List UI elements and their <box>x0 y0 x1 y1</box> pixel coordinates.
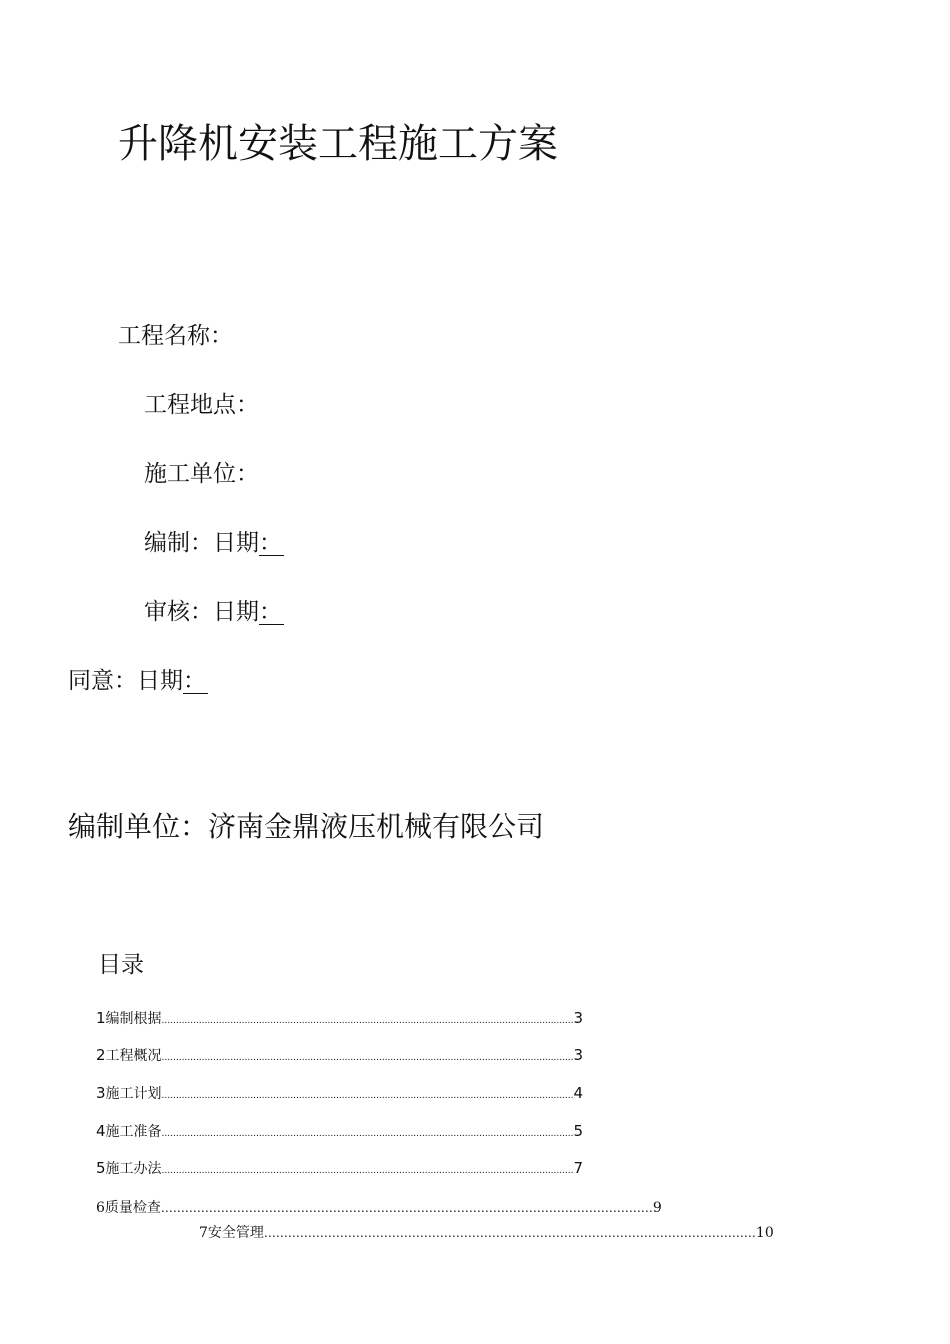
toc-item-page: 9 <box>652 1200 662 1216</box>
toc-item-number: 3 <box>96 1084 106 1102</box>
toc-item-number: 1 <box>96 1009 106 1027</box>
toc-item-leader: …………………………………………………………………………………………………………… <box>263 1226 756 1240</box>
toc-title: 目录 <box>98 952 144 978</box>
toc-item-label: 工程概况 <box>105 1048 162 1064</box>
toc-item-label: 施工计划 <box>105 1086 162 1102</box>
reviewed-date-label: 审核：日期 <box>144 599 259 625</box>
approved-date-blank: ： <box>183 668 206 694</box>
toc-item[interactable] <box>199 1222 774 1242</box>
reviewed-date-field <box>144 593 284 626</box>
project-location-field: 工程地点： <box>144 392 259 418</box>
toc-item[interactable] <box>96 1121 584 1141</box>
toc-item-leader: ................................................................................................................................................ <box>161 1053 574 1063</box>
compiled-date-blank: ： <box>259 530 282 556</box>
toc-item-label: 质量检查 <box>104 1200 161 1216</box>
toc-item-leader: …………………………………………………………………………………………………………… <box>160 1201 653 1215</box>
toc-item-number: 7 <box>199 1225 208 1241</box>
toc-item[interactable] <box>96 1083 584 1103</box>
toc-item-page: 3 <box>573 1046 584 1064</box>
toc-item-page: 10 <box>755 1225 774 1241</box>
toc-item-label: 施工办法 <box>105 1161 162 1177</box>
toc-item-label: 安全管理 <box>207 1225 264 1241</box>
toc-item[interactable] <box>96 1197 662 1217</box>
toc-item-leader: ................................................................................................................................................ <box>161 1166 574 1176</box>
toc-item-page: 4 <box>573 1084 584 1102</box>
compiled-date-label: 编制：日期 <box>144 530 259 556</box>
toc-item-leader: ................................................................................................................................................ <box>161 1016 574 1026</box>
construction-unit-field: 施工单位： <box>144 461 259 487</box>
compiling-company: 编制单位：济南金鼎液压机械有限公司 <box>68 810 545 843</box>
toc-item[interactable] <box>96 1008 584 1028</box>
compiled-date-field <box>144 524 284 557</box>
toc-item-number: 2 <box>96 1046 106 1064</box>
approved-date-field <box>68 662 208 695</box>
project-name-field: 工程名称： <box>118 323 233 349</box>
toc-item[interactable] <box>96 1045 584 1065</box>
reviewed-date-blank: ： <box>259 599 282 625</box>
toc-item-label: 施工准备 <box>105 1124 162 1140</box>
toc-item[interactable] <box>96 1158 584 1178</box>
document-title: 升降机安装工程施工方案 <box>118 121 558 167</box>
toc-item-number: 4 <box>96 1122 106 1140</box>
toc-item-page: 7 <box>573 1159 584 1177</box>
toc-item-leader: ................................................................................................................................................ <box>161 1091 574 1101</box>
toc-item-number: 6 <box>96 1200 105 1216</box>
toc-item-page: 3 <box>573 1009 584 1027</box>
toc-item-number: 5 <box>96 1159 106 1177</box>
toc-item-label: 编制根据 <box>105 1011 162 1027</box>
toc-item-leader: ................................................................................................................................................ <box>161 1129 574 1139</box>
toc-item-page: 5 <box>573 1122 584 1140</box>
approved-date-label: 同意：日期 <box>68 668 183 694</box>
